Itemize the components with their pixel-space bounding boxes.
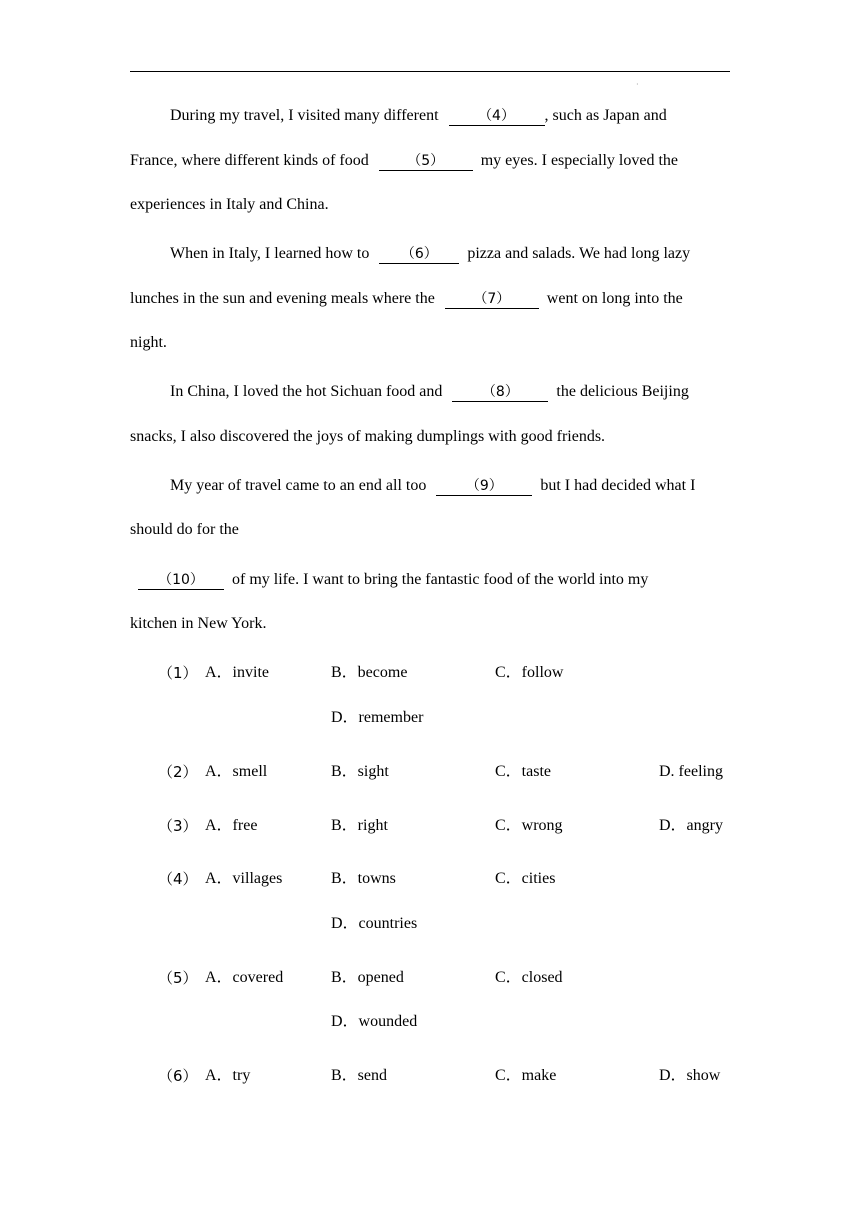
passage-line: [130, 568, 730, 592]
passage-line: [130, 104, 730, 128]
option-c[interactable]: C．taste: [495, 763, 551, 780]
question-number: （2）: [158, 763, 198, 781]
passage-text: kitchen in New York.: [130, 615, 267, 632]
question-number: （5）: [158, 969, 198, 987]
passage-text: experiences in Italy and China.: [130, 196, 329, 213]
blank-8[interactable]: （8）: [452, 383, 548, 402]
option-b[interactable]: B．send: [331, 1067, 388, 1084]
blank-10[interactable]: （10）: [138, 571, 224, 590]
option-b[interactable]: B．sight: [331, 763, 389, 780]
passage-text: France, where different kinds of food: [130, 152, 369, 169]
option-d[interactable]: D．remember: [331, 709, 424, 726]
question-number: （1）: [158, 664, 198, 682]
passage-line: [130, 425, 730, 449]
passage-line: [130, 518, 730, 542]
option-a[interactable]: A．invite: [205, 664, 269, 681]
passage-text: snacks, I also discovered the joys of making dumplings with good friends.: [130, 428, 606, 445]
question-number: （6）: [158, 1067, 198, 1085]
option-b[interactable]: B．towns: [331, 870, 396, 887]
passage-text: the delicious Beijing: [556, 383, 689, 400]
passage-line: [130, 380, 730, 404]
passage-line: [130, 612, 730, 636]
option-c[interactable]: C．make: [495, 1067, 557, 1084]
option-c[interactable]: C．closed: [495, 969, 563, 986]
passage-line: [130, 193, 730, 217]
passage-text: night.: [130, 334, 167, 351]
option-d[interactable]: D．countries: [331, 915, 418, 932]
option-b[interactable]: B．become: [331, 664, 408, 681]
option-a[interactable]: A．covered: [205, 969, 284, 986]
passage-text: should do for the: [130, 521, 239, 538]
passage-line: [130, 287, 730, 311]
blank-9[interactable]: （9）: [436, 477, 532, 496]
passage-text: went on long into the: [546, 290, 683, 307]
option-a[interactable]: A．villages: [205, 870, 283, 887]
option-d[interactable]: D. feeling: [659, 763, 723, 780]
passage-text: lunches in the sun and evening meals where the: [130, 290, 435, 307]
passage-text: , such as Japan and: [544, 107, 667, 124]
option-b[interactable]: B．right: [331, 817, 388, 834]
option-b[interactable]: B．opened: [331, 969, 404, 986]
passage-text: When in Italy, I learned how to: [170, 245, 370, 262]
passage-text: of my life. I want to bring the fantastic food of the world into my: [232, 571, 649, 588]
option-d[interactable]: D．show: [659, 1067, 721, 1084]
question-number: （3）: [158, 817, 198, 835]
passage-text: In China, I loved the hot Sichuan food and: [170, 383, 443, 400]
passage-text: but I had decided what I: [540, 477, 696, 494]
blank-4[interactable]: （4）: [449, 107, 545, 126]
passage-line: [130, 474, 730, 498]
option-a[interactable]: A．try: [205, 1067, 251, 1084]
passage-text: pizza and salads. We had long lazy: [467, 245, 691, 262]
blank-6[interactable]: （6）: [379, 245, 459, 264]
option-c[interactable]: C．follow: [495, 664, 564, 681]
option-d[interactable]: D．wounded: [331, 1013, 418, 1030]
passage-text: During my travel, I visited many different: [170, 107, 439, 124]
blank-7[interactable]: （7）: [445, 290, 539, 309]
option-a[interactable]: A．free: [205, 817, 258, 834]
blank-5[interactable]: （5）: [379, 152, 473, 171]
option-c[interactable]: C．wrong: [495, 817, 563, 834]
question-number: （4）: [158, 870, 198, 888]
passage-text: my eyes. I especially loved the: [480, 152, 678, 169]
header-dot: ·: [636, 80, 639, 89]
passage-text: My year of travel came to an end all too: [170, 477, 427, 494]
option-a[interactable]: A．smell: [205, 763, 268, 780]
option-c[interactable]: C．cities: [495, 870, 556, 887]
option-d[interactable]: D．angry: [659, 817, 723, 834]
passage-line: [130, 242, 730, 266]
passage-line: [130, 331, 730, 355]
passage-line: [130, 149, 730, 173]
header-rule: [130, 71, 730, 72]
